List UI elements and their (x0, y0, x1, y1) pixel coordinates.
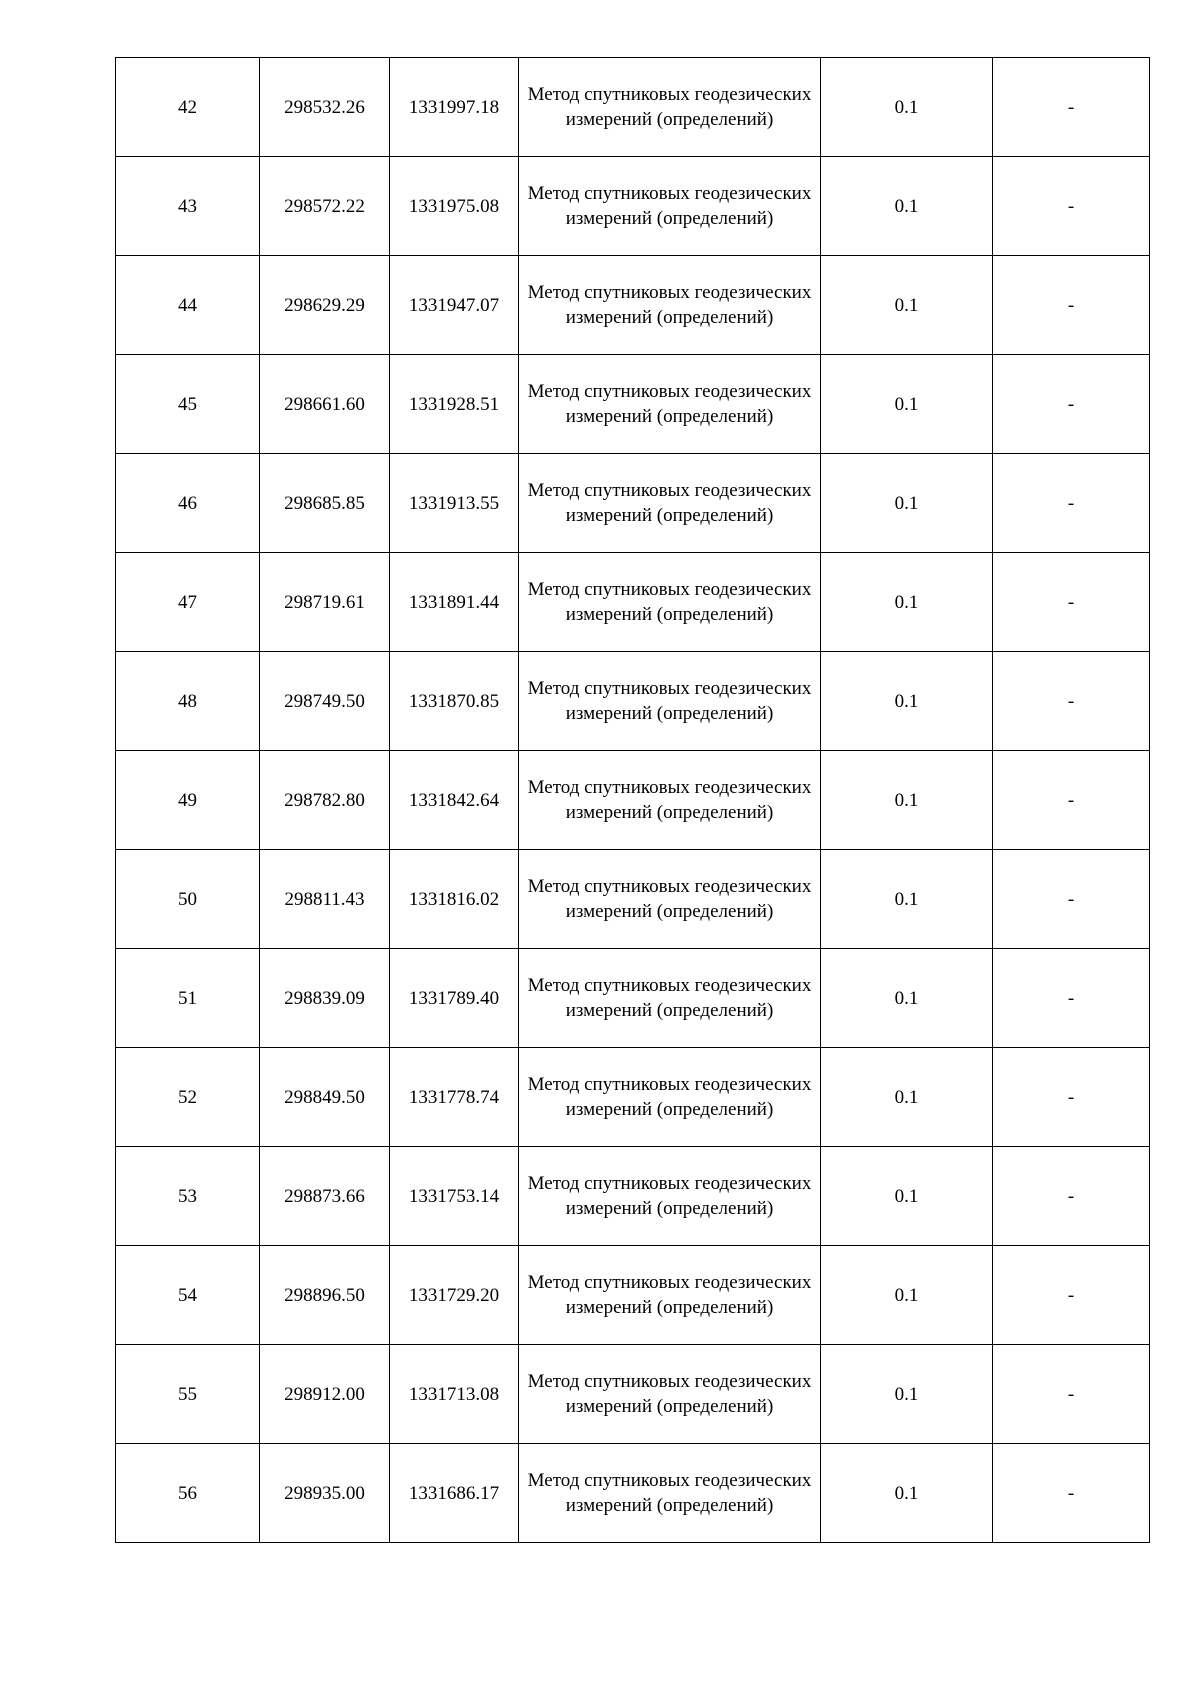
method-cell: Метод спутниковых геодезических измерений (определений) (519, 58, 821, 157)
x-coordinate-cell: 298873.66 (260, 1147, 390, 1246)
y-coordinate-cell: 1331947.07 (390, 256, 519, 355)
y-coordinate-cell: 1331729.20 (390, 1246, 519, 1345)
accuracy-cell: 0.1 (821, 157, 993, 256)
point-number-cell: 44 (116, 256, 260, 355)
accuracy-cell: 0.1 (821, 553, 993, 652)
x-coordinate-cell: 298749.50 (260, 652, 390, 751)
x-coordinate-cell: 298839.09 (260, 949, 390, 1048)
note-cell: - (993, 553, 1150, 652)
method-cell: Метод спутниковых геодезических измерений (определений) (519, 949, 821, 1048)
point-number-cell: 51 (116, 949, 260, 1048)
x-coordinate-cell: 298782.80 (260, 751, 390, 850)
coordinates-table-body (116, 58, 1150, 1543)
table-row (116, 1246, 1150, 1345)
table-row (116, 58, 1150, 157)
x-coordinate-cell: 298719.61 (260, 553, 390, 652)
method-cell: Метод спутниковых геодезических измерений (определений) (519, 454, 821, 553)
x-coordinate-cell: 298629.29 (260, 256, 390, 355)
note-cell: - (993, 850, 1150, 949)
y-coordinate-cell: 1331913.55 (390, 454, 519, 553)
note-cell: - (993, 1444, 1150, 1543)
note-cell: - (993, 1246, 1150, 1345)
method-cell: Метод спутниковых геодезических измерений (определений) (519, 355, 821, 454)
note-cell: - (993, 58, 1150, 157)
point-number-cell: 53 (116, 1147, 260, 1246)
y-coordinate-cell: 1331842.64 (390, 751, 519, 850)
y-coordinate-cell: 1331928.51 (390, 355, 519, 454)
y-coordinate-cell: 1331975.08 (390, 157, 519, 256)
y-coordinate-cell: 1331713.08 (390, 1345, 519, 1444)
method-cell: Метод спутниковых геодезических измерений (определений) (519, 1048, 821, 1147)
table-row (116, 553, 1150, 652)
x-coordinate-cell: 298572.22 (260, 157, 390, 256)
accuracy-cell: 0.1 (821, 454, 993, 553)
note-cell: - (993, 949, 1150, 1048)
x-coordinate-cell: 298912.00 (260, 1345, 390, 1444)
y-coordinate-cell: 1331686.17 (390, 1444, 519, 1543)
method-cell: Метод спутниковых геодезических измерений (определений) (519, 652, 821, 751)
table-row (116, 256, 1150, 355)
y-coordinate-cell: 1331753.14 (390, 1147, 519, 1246)
table-row (116, 1048, 1150, 1147)
x-coordinate-cell: 298685.85 (260, 454, 390, 553)
y-coordinate-cell: 1331870.85 (390, 652, 519, 751)
point-number-cell: 46 (116, 454, 260, 553)
x-coordinate-cell: 298532.26 (260, 58, 390, 157)
method-cell: Метод спутниковых геодезических измерений (определений) (519, 751, 821, 850)
note-cell: - (993, 157, 1150, 256)
accuracy-cell: 0.1 (821, 355, 993, 454)
y-coordinate-cell: 1331997.18 (390, 58, 519, 157)
accuracy-cell: 0.1 (821, 1345, 993, 1444)
table-row (116, 1147, 1150, 1246)
note-cell: - (993, 454, 1150, 553)
accuracy-cell: 0.1 (821, 1048, 993, 1147)
accuracy-cell: 0.1 (821, 751, 993, 850)
method-cell: Метод спутниковых геодезических измерений (определений) (519, 157, 821, 256)
method-cell: Метод спутниковых геодезических измерений (определений) (519, 850, 821, 949)
table-row (116, 355, 1150, 454)
table-row (116, 1345, 1150, 1444)
accuracy-cell: 0.1 (821, 949, 993, 1048)
x-coordinate-cell: 298896.50 (260, 1246, 390, 1345)
accuracy-cell: 0.1 (821, 1246, 993, 1345)
note-cell: - (993, 751, 1150, 850)
y-coordinate-cell: 1331789.40 (390, 949, 519, 1048)
accuracy-cell: 0.1 (821, 58, 993, 157)
point-number-cell: 43 (116, 157, 260, 256)
note-cell: - (993, 355, 1150, 454)
y-coordinate-cell: 1331816.02 (390, 850, 519, 949)
accuracy-cell: 0.1 (821, 256, 993, 355)
table-row (116, 652, 1150, 751)
point-number-cell: 47 (116, 553, 260, 652)
x-coordinate-cell: 298661.60 (260, 355, 390, 454)
point-number-cell: 52 (116, 1048, 260, 1147)
point-number-cell: 42 (116, 58, 260, 157)
x-coordinate-cell: 298849.50 (260, 1048, 390, 1147)
point-number-cell: 45 (116, 355, 260, 454)
coordinates-table (115, 57, 1150, 1543)
point-number-cell: 48 (116, 652, 260, 751)
point-number-cell: 50 (116, 850, 260, 949)
table-row (116, 751, 1150, 850)
point-number-cell: 56 (116, 1444, 260, 1543)
point-number-cell: 54 (116, 1246, 260, 1345)
table-row (116, 157, 1150, 256)
note-cell: - (993, 1147, 1150, 1246)
x-coordinate-cell: 298811.43 (260, 850, 390, 949)
table-row (116, 1444, 1150, 1543)
method-cell: Метод спутниковых геодезических измерений (определений) (519, 1444, 821, 1543)
method-cell: Метод спутниковых геодезических измерений (определений) (519, 553, 821, 652)
y-coordinate-cell: 1331778.74 (390, 1048, 519, 1147)
table-row (116, 949, 1150, 1048)
point-number-cell: 49 (116, 751, 260, 850)
method-cell: Метод спутниковых геодезических измерений (определений) (519, 1147, 821, 1246)
note-cell: - (993, 652, 1150, 751)
method-cell: Метод спутниковых геодезических измерений (определений) (519, 1345, 821, 1444)
method-cell: Метод спутниковых геодезических измерений (определений) (519, 1246, 821, 1345)
point-number-cell: 55 (116, 1345, 260, 1444)
x-coordinate-cell: 298935.00 (260, 1444, 390, 1543)
y-coordinate-cell: 1331891.44 (390, 553, 519, 652)
method-cell: Метод спутниковых геодезических измерений (определений) (519, 256, 821, 355)
note-cell: - (993, 1345, 1150, 1444)
accuracy-cell: 0.1 (821, 850, 993, 949)
note-cell: - (993, 256, 1150, 355)
accuracy-cell: 0.1 (821, 652, 993, 751)
table-row (116, 850, 1150, 949)
table-row (116, 454, 1150, 553)
accuracy-cell: 0.1 (821, 1444, 993, 1543)
note-cell: - (993, 1048, 1150, 1147)
accuracy-cell: 0.1 (821, 1147, 993, 1246)
